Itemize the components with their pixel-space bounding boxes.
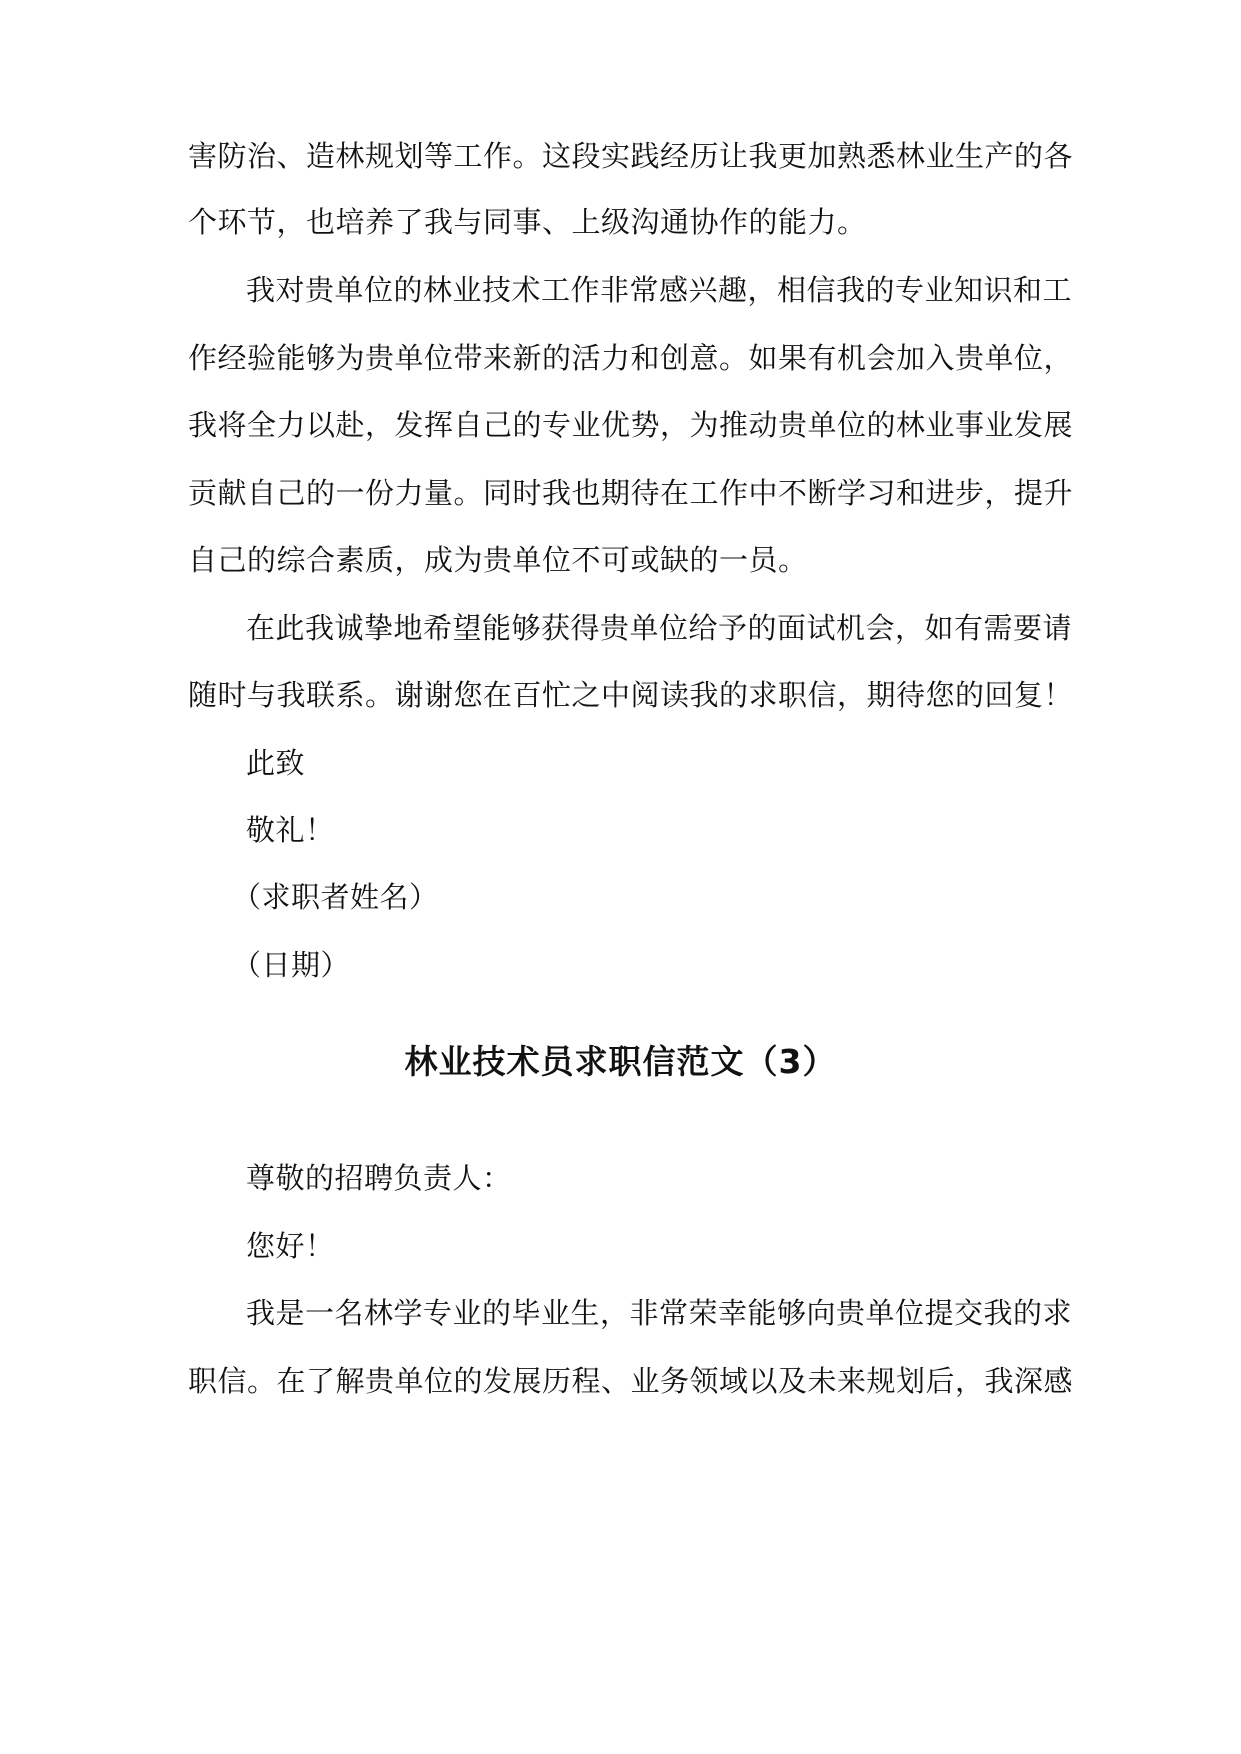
text-line: 在此我诚挚地希望能够获得贵单位给予的面试机会，如有需要请	[246, 611, 1073, 645]
text-line: 职信。在了解贵单位的发展历程、业务领域以及未来规划后，我深感	[188, 1364, 1074, 1398]
greeting-addressee: 尊敬的招聘负责人：	[246, 1161, 512, 1195]
greeting-hello: 您好！	[246, 1229, 335, 1263]
text-line: 随时与我联系。谢谢您在百忙之中阅读我的求职信，期待您的回复！	[188, 678, 1074, 712]
text-line: 害防治、造林规划等工作。这段实践经历让我更加熟悉林业生产的各	[188, 139, 1074, 173]
text-line: 我将全力以赴，发挥自己的专业优势，为推动贵单位的林业事业发展	[188, 408, 1074, 442]
letter-date: （日期）	[232, 948, 351, 982]
text-line: 自己的综合素质，成为贵单位不可或缺的一员。	[188, 543, 808, 577]
regards: 敬礼！	[246, 813, 335, 847]
section-title: 林业技术员求职信范文（3）	[404, 1042, 837, 1081]
text-line: 贡献自己的一份力量。同时我也期待在工作中不断学习和进步，提升	[188, 476, 1074, 510]
salutation-close: 此致	[246, 746, 306, 780]
text-line: 我对贵单位的林业技术工作非常感兴趣，相信我的专业知识和工	[246, 273, 1073, 307]
text-line: 我是一名林学专业的毕业生，非常荣幸能够向贵单位提交我的求	[246, 1296, 1073, 1330]
applicant-name: （求职者姓名）	[232, 880, 439, 914]
text-line: 个环节，也培养了我与同事、上级沟通协作的能力。	[188, 205, 867, 239]
text-line: 作经验能够为贵单位带来新的活力和创意。如果有机会加入贵单位，	[188, 341, 1074, 375]
